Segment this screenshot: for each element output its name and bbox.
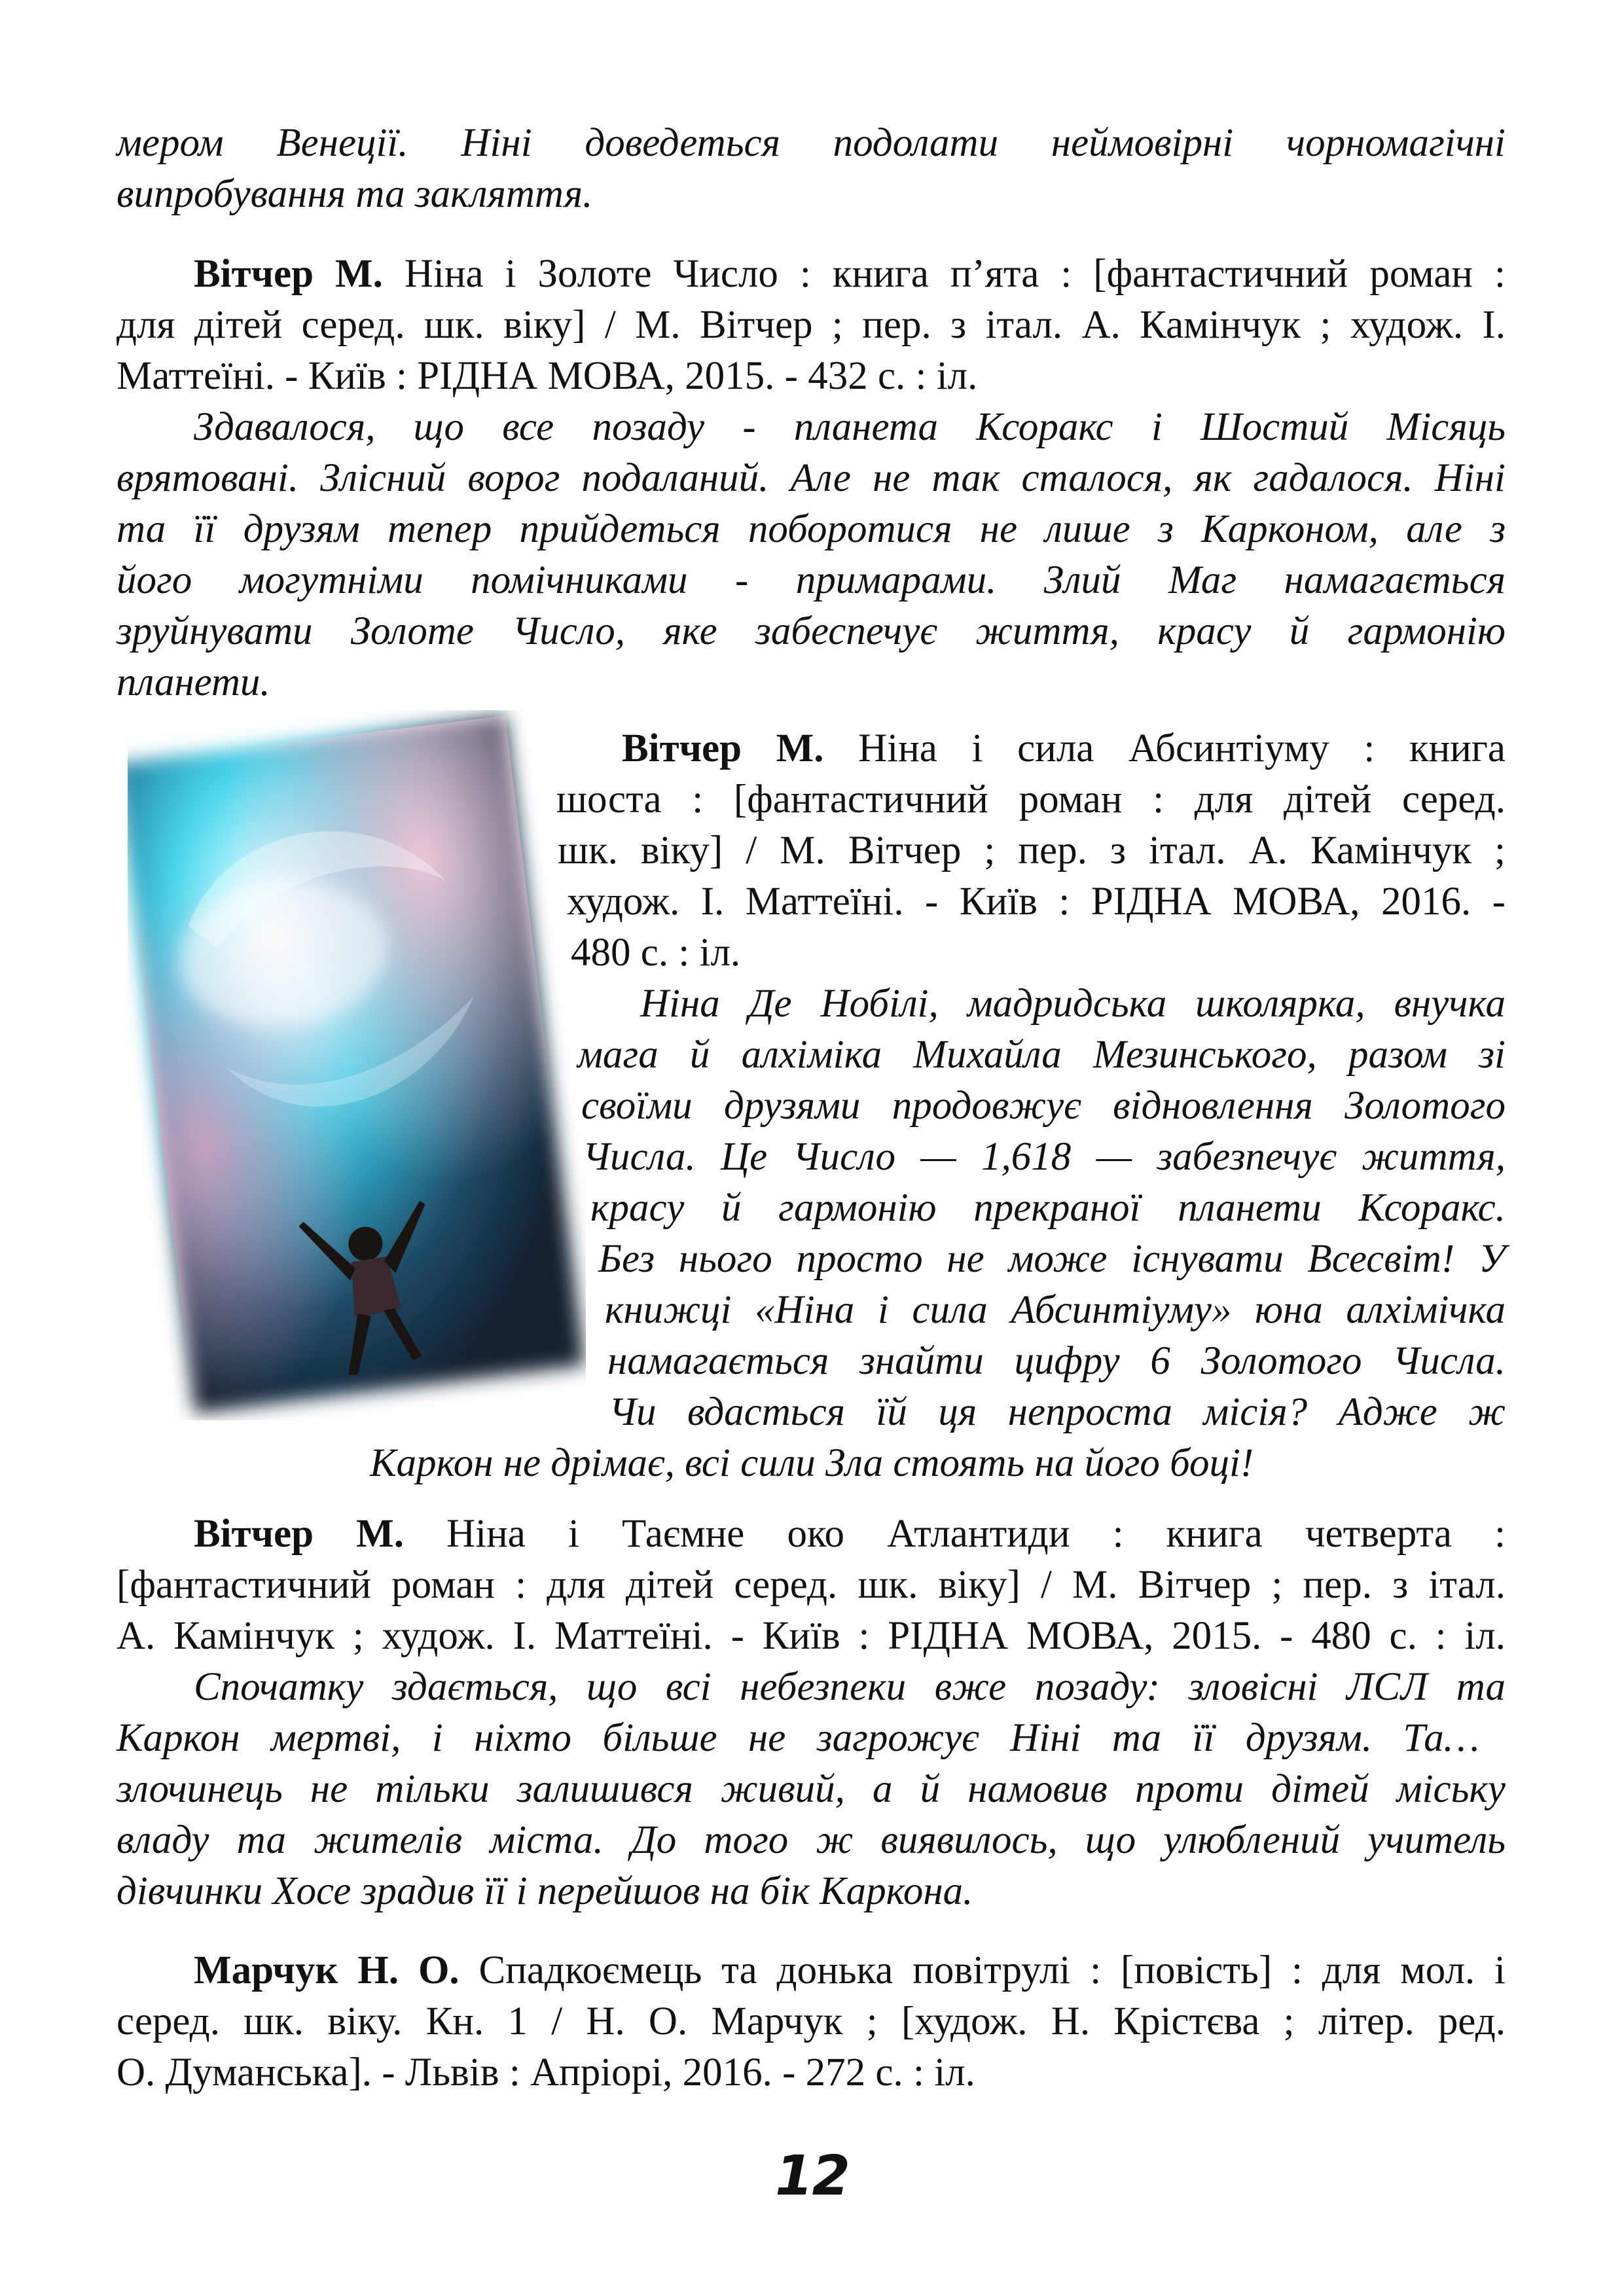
text-line: Каркон не дрімає, всі сили Зла стоять на його боці!: [370, 1441, 1254, 1485]
text-line: своїми друзями продовжує відновлення Золотого: [581, 1084, 1506, 1128]
text-line: [фантастичний роман : для дітей серед. шк. віку] / М. Вітчер ; пер. з італ.: [117, 1563, 1506, 1607]
entry-title: Ніна і Таємне око Атлантиди : книга четверта :: [446, 1512, 1506, 1556]
entry-first-line: [117, 249, 1506, 300]
text-line: серед. шк. віку. Кн. 1 / Н. О. Марчук ; [худож. Н. Крістєва ; літер. ред.: [117, 2000, 1506, 2043]
text-line: худож. І. Маттеїні. - Київ : РІДНА МОВА, 2016. -: [567, 880, 1506, 924]
text-line: шоста : [фантастичний роман : для дітей серед.: [556, 778, 1506, 821]
text-line: 480 с. : іл.: [571, 931, 741, 975]
entry-title: Ніна і Золоте Число : книга п’ята : [фантастичний роман :: [404, 252, 1506, 296]
entry-author: Марчук Н. О.: [194, 1948, 460, 1992]
page-number: 12: [775, 2144, 849, 2208]
text-line: Каркон мертві, і ніхто більше не загрожує Ніні та її друзям. Та…: [117, 1716, 1479, 1760]
text-line: Маттеїні. - Київ : РІДНА МОВА, 2015. - 432 с. : іл.: [117, 354, 978, 398]
text-line: владу та жителів міста. До того ж виявилось, що улюблений учитель: [117, 1818, 1506, 1862]
text-line: Ніна Де Нобілі, мадридська школярка, внучка: [640, 982, 1506, 1026]
book-cover-illustration: [128, 710, 586, 1420]
text-line: планети.: [117, 660, 270, 704]
entry-first-line: [117, 1509, 1506, 1560]
text-line: та її друзям тепер прийдеться побоpотися не лише з Карконом, але з: [117, 507, 1506, 551]
text-line: Чи вдасться їй ця непроста місія? Адже ж: [609, 1390, 1506, 1434]
entry-title: Спадкоємець та донька повітрулі : [повість] : для мол. і: [478, 1948, 1506, 1992]
text-line: мага й алхіміка Михайла Мезинського, разом зі: [577, 1033, 1506, 1077]
text-line: намагається знайти цифру 6 Золотого Числа.: [607, 1339, 1506, 1383]
text-line: красу й гармонію прекраної планети Ксоракс.: [590, 1186, 1506, 1230]
entry-author: Вітчер М.: [194, 1512, 404, 1556]
entry-author: Вітчер М.: [622, 726, 824, 770]
entry-author: Вітчер М.: [194, 252, 383, 296]
text-line: злочинець не тільки залишився живий, а й намовив проти дітей міську: [117, 1767, 1506, 1811]
text-line: Без нього просто не може існувати Всесвіт! У: [598, 1237, 1506, 1281]
text-line: О. Думанська]. - Львів : Апріорі, 2016. - 272 с. : іл.: [117, 2051, 975, 2094]
entry-first-line: [117, 1945, 1506, 1996]
text-line: дівчинки Хосе зрадив її і перейшов на бік Каркона.: [117, 1869, 973, 1913]
text-line: врятовані. Злісний ворог подаланий. Але не так сталося, як гадалося. Ніні: [117, 456, 1506, 500]
text-line: зруйнувати Золоте Число, яке забеспечує життя, красу й гармонію: [117, 609, 1506, 653]
entry-title: Ніна і сила Абсинтіуму : книга: [858, 726, 1506, 770]
text-line: його могутніми помічниками - примарами. Злий Маг намагається: [117, 558, 1506, 602]
text-line: випробування та закляття.: [117, 172, 593, 216]
text-line: шк. віку] / М. Вітчер ; пер. з італ. А. Камінчук ;: [558, 829, 1506, 872]
text-line: мером Венеції. Ніні доведеться подолати неймовірні чорномагічні: [117, 121, 1506, 165]
entry-first-line: [556, 723, 1506, 774]
text-line: Числа. Це Число — 1,618 — забезпечує життя,: [583, 1135, 1506, 1179]
text-line: А. Камінчук ; худож. І. Маттеїні. - Київ : РІДНА МОВА, 2015. - 480 с. : іл.: [117, 1614, 1506, 1658]
text-line: книжці «Ніна і сила Абсинтіуму» юна алхімічка: [605, 1288, 1506, 1332]
text-line: Здавалося, що все позаду - планета Ксоракс і Шостий Місяць: [194, 405, 1506, 449]
text-line: для дітей серед. шк. віку] / М. Вітчер ; пер. з італ. А. Камінчук ; худож. І.: [117, 303, 1506, 347]
text-line: Спочатку здається, що всі небезпеки вже позаду: зловісні ЛСЛ та: [194, 1665, 1506, 1709]
